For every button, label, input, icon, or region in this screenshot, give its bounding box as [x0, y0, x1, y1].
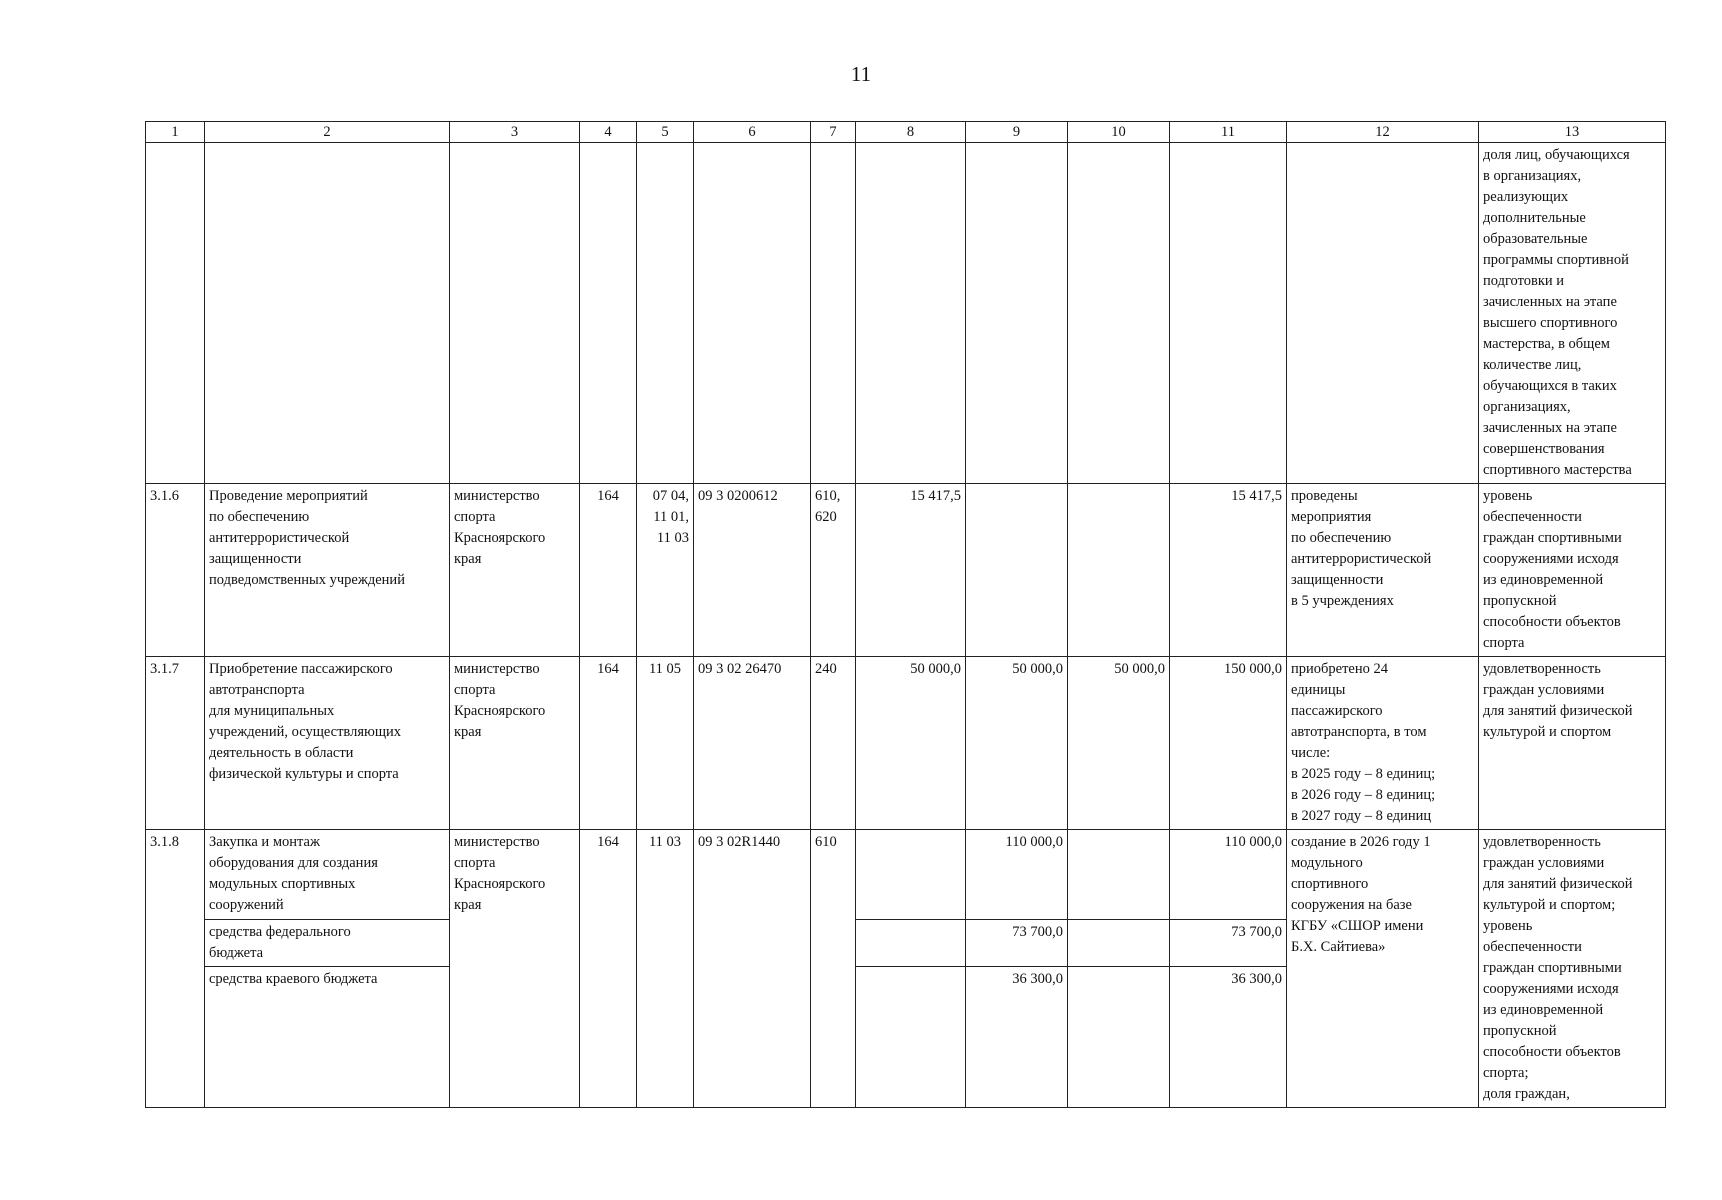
csr-code: 09 3 0200612: [694, 484, 811, 657]
amount-total: 110 000,0: [1170, 830, 1287, 920]
amount-2025: 15 417,5: [856, 484, 966, 657]
header-cell: 13: [1479, 122, 1666, 143]
budget-table: [145, 121, 1666, 1108]
regional-amount-total: 36 300,0: [1170, 966, 1287, 1107]
grbs-code: 164: [580, 484, 637, 657]
expected-result: проведены мероприятия по обеспечению антитеррористической защищенности в 5 учреждениях: [1287, 484, 1479, 657]
csr-code: 09 3 02R1440: [694, 830, 811, 1108]
amount-2026: [966, 484, 1068, 657]
vr-code: 240: [811, 657, 856, 830]
header-row: [146, 122, 1666, 143]
activity-name: Проведение мероприятий по обеспечению антитеррористической защищенности подведомственных учреждений: [205, 484, 450, 657]
header-cell: 3: [450, 122, 580, 143]
header-cell: 4: [580, 122, 637, 143]
rzpr-code: 07 04, 11 01, 11 03: [637, 484, 694, 657]
grbs-name: министерство спорта Красноярского края: [450, 657, 580, 830]
indicator-cell: удовлетворенность граждан условиями для занятий физической культурой и спортом: [1479, 657, 1666, 830]
federal-amount-total: 73 700,0: [1170, 919, 1287, 966]
grbs-name: министерство спорта Красноярского края: [450, 830, 580, 1108]
header-cell: 8: [856, 122, 966, 143]
regional-amount-2026: 36 300,0: [966, 966, 1068, 1107]
indicator-cell: доля лиц, обучающихся в организациях, реализующих дополнительные образовательные программы спортивной подготовки и зачисленных на этапе высшего спортивного мастерства, в общем количестве лиц, обучающихся в таких организациях, зачисленных на этапе совершенствования спортивного мастерства: [1479, 143, 1666, 484]
header-cell: 10: [1068, 122, 1170, 143]
continuation-row: [146, 143, 1666, 484]
csr-code: 09 3 02 26470: [694, 657, 811, 830]
amount-2025: [856, 830, 966, 920]
grbs-code: 164: [580, 830, 637, 1108]
table-row: [146, 484, 1666, 657]
amount-2027: 50 000,0: [1068, 657, 1170, 830]
header-cell: 11: [1170, 122, 1287, 143]
amount-2027: [1068, 484, 1170, 657]
header-cell: 6: [694, 122, 811, 143]
vr-code: 610, 620: [811, 484, 856, 657]
indicator-cell: удовлетворенность граждан условиями для занятий физической культурой и спортом; уровень обеспеченности граждан спортивными сооружениями исходя из единовременной пропускной способности объектов спорта; доля граждан,: [1479, 830, 1666, 1108]
table-row: [146, 830, 1666, 920]
table-row: [146, 657, 1666, 830]
amount-total: 15 417,5: [1170, 484, 1287, 657]
header-cell: 5: [637, 122, 694, 143]
row-number: 3.1.6: [146, 484, 205, 657]
funding-source-federal: средства федерального бюджета: [205, 919, 450, 966]
vr-code: 610: [811, 830, 856, 1108]
activity-name: Закупка и монтаж оборудования для создания модульных спортивных сооружений: [205, 830, 450, 920]
amount-total: 150 000,0: [1170, 657, 1287, 830]
rzpr-code: 11 05: [637, 657, 694, 830]
header-cell: 7: [811, 122, 856, 143]
rzpr-code: 11 03: [637, 830, 694, 1108]
federal-amount-2026: 73 700,0: [966, 919, 1068, 966]
page-number: 11: [850, 62, 872, 86]
expected-result: создание в 2026 году 1 модульного спортивного сооружения на базе КГБУ «СШОР имени Б.Х. Сайтиева»: [1287, 830, 1479, 1108]
expected-result: приобретено 24 единицы пассажирского автотранспорта, в том числе: в 2025 году – 8 единиц; в 2026 году – 8 единиц; в 2027 году – 8 единиц: [1287, 657, 1479, 830]
funding-source-regional: средства краевого бюджета: [205, 966, 450, 1107]
header-cell: 9: [966, 122, 1068, 143]
amount-2026: 50 000,0: [966, 657, 1068, 830]
amount-2026: 110 000,0: [966, 830, 1068, 920]
header-cell: 12: [1287, 122, 1479, 143]
header-cell: 2: [205, 122, 450, 143]
activity-name: Приобретение пассажирского автотранспорта для муниципальных учреждений, осуществляющих деятельность в области физической культуры и спорта: [205, 657, 450, 830]
header-cell: 1: [146, 122, 205, 143]
amount-2025: 50 000,0: [856, 657, 966, 830]
row-number: 3.1.7: [146, 657, 205, 830]
indicator-cell: уровень обеспеченности граждан спортивными сооружениями исходя из единовременной пропускной способности объектов спорта: [1479, 484, 1666, 657]
grbs-code: 164: [580, 657, 637, 830]
row-number: 3.1.8: [146, 830, 205, 1108]
amount-2027: [1068, 830, 1170, 920]
grbs-name: министерство спорта Красноярского края: [450, 484, 580, 657]
